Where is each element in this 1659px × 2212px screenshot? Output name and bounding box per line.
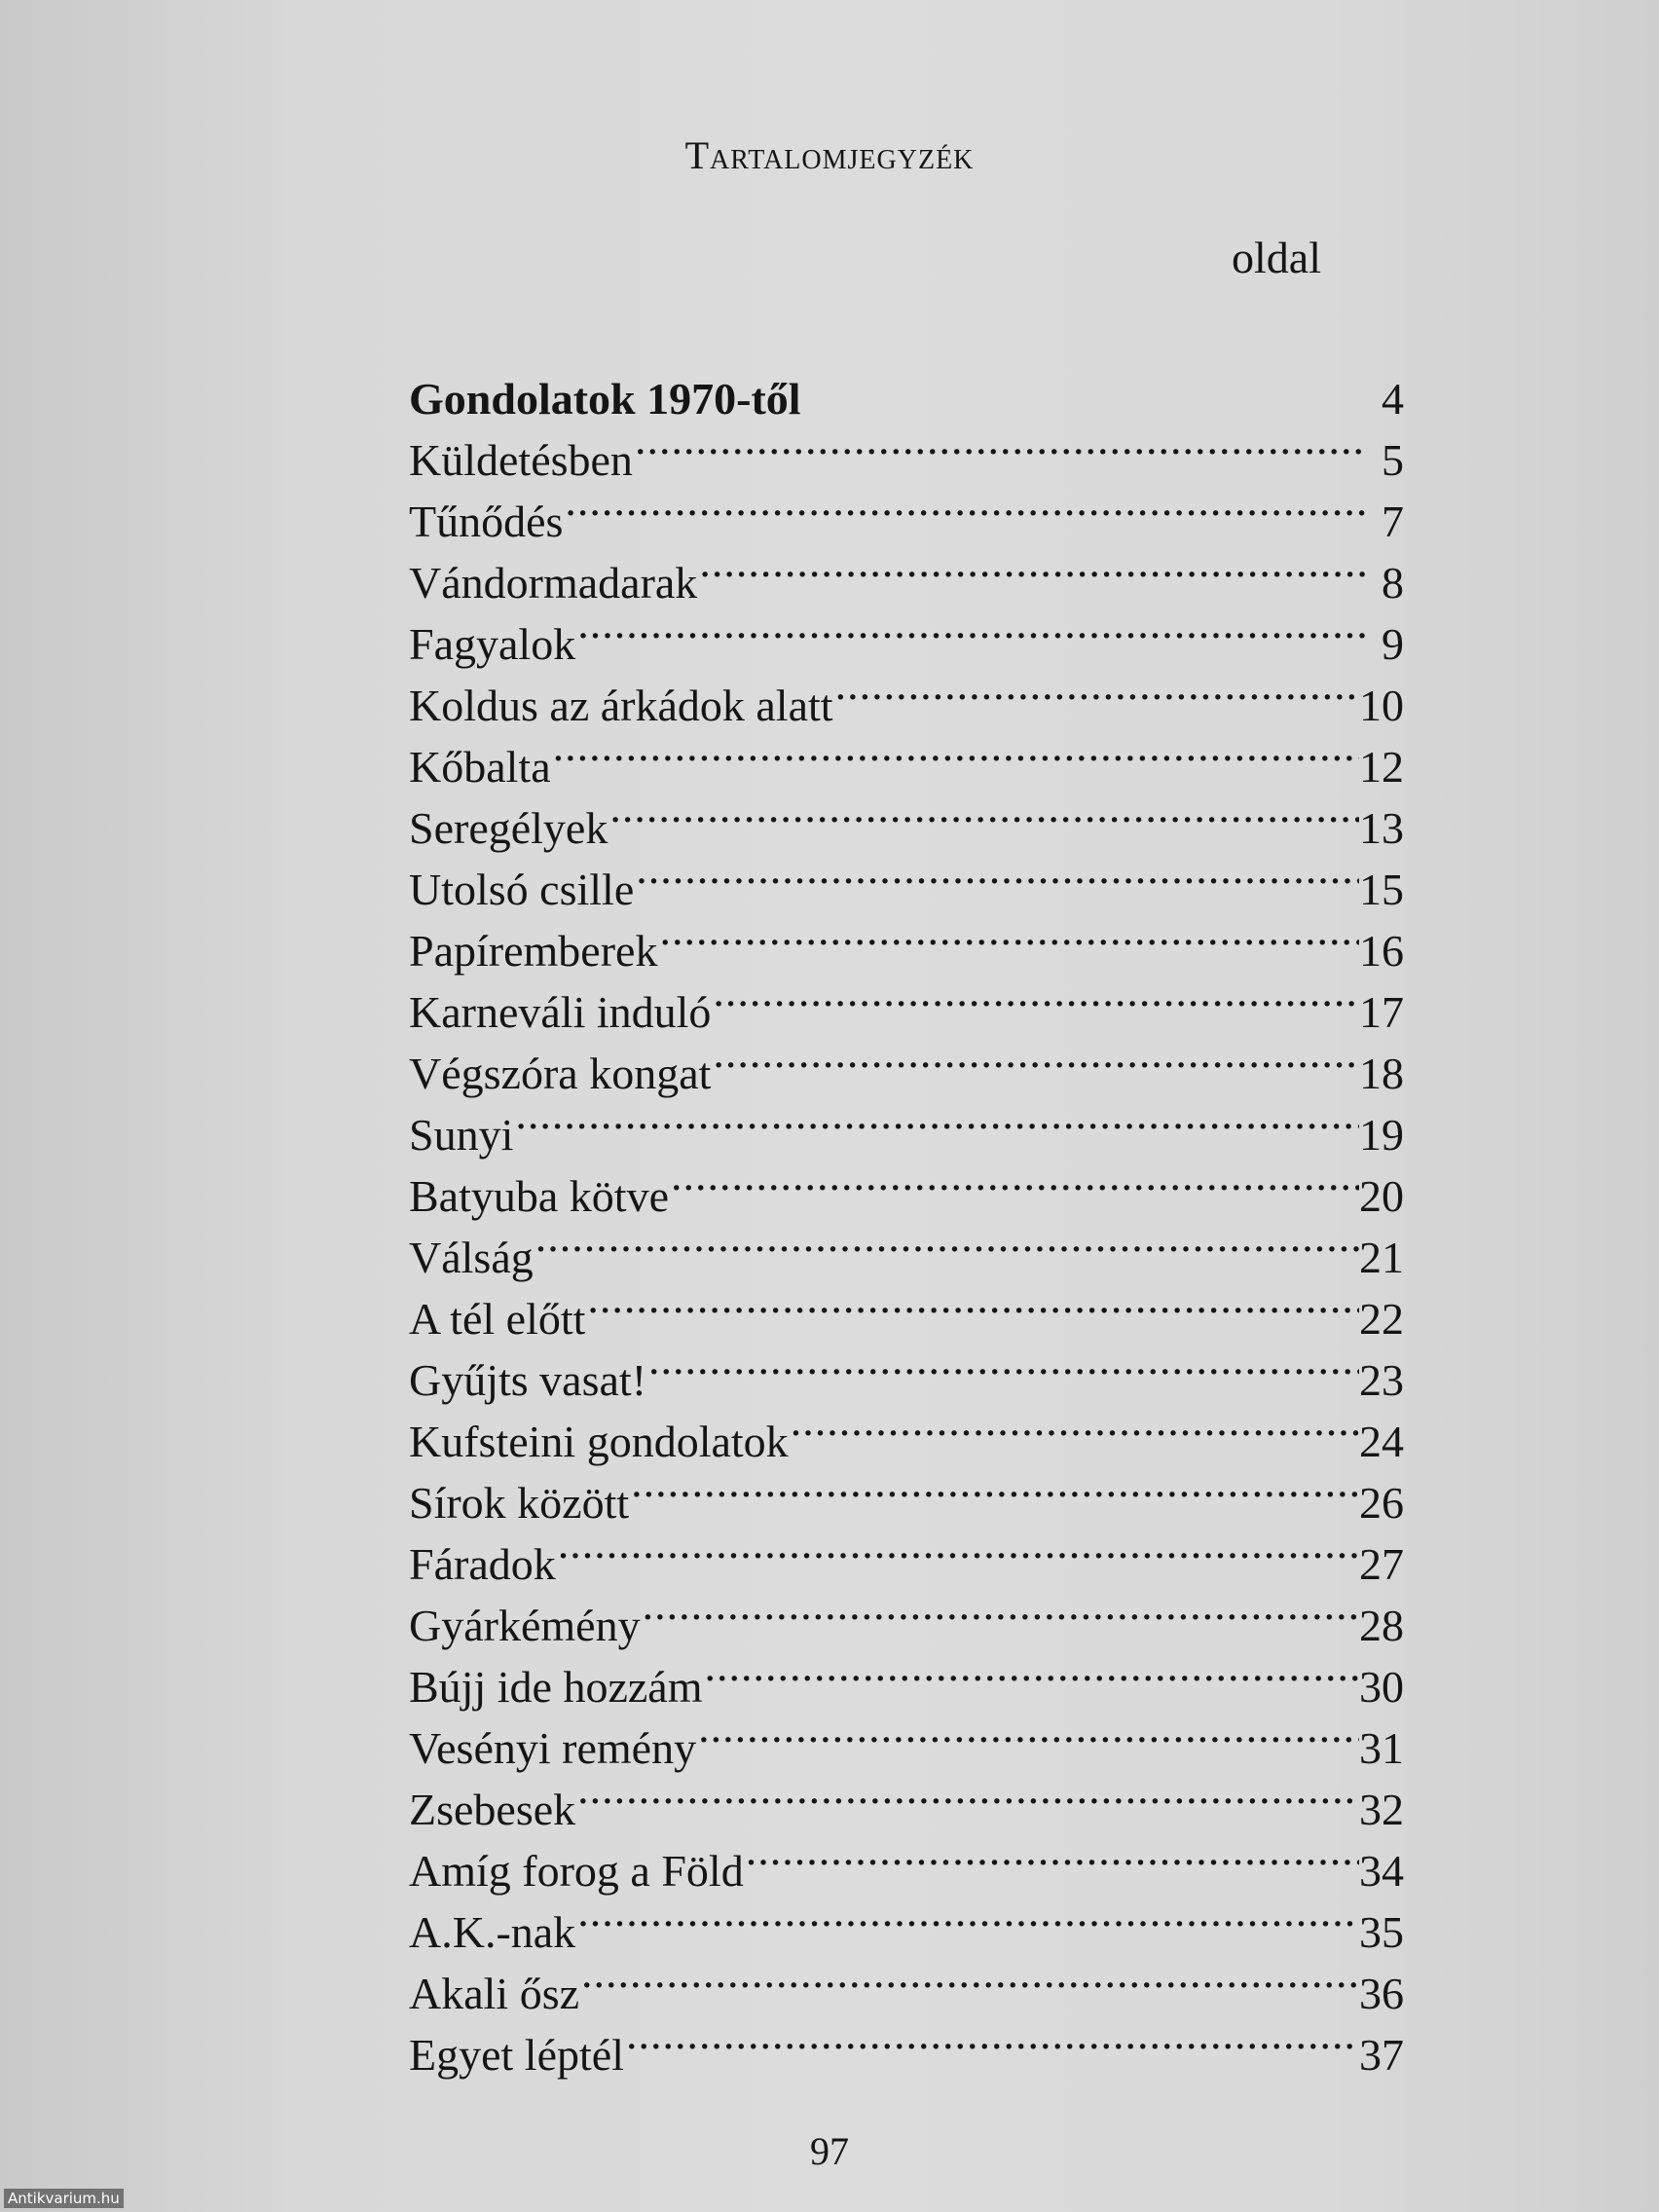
toc-entry-page: 13 xyxy=(1359,803,1404,853)
toc-entry-page: 10 xyxy=(1359,681,1404,730)
toc-entry xyxy=(409,1150,1404,1221)
table-of-contents xyxy=(409,352,1404,2080)
toc-entry-page: 5 xyxy=(1382,435,1404,485)
toc-entry-page: 35 xyxy=(1359,1907,1404,1957)
toc-entry-page: 28 xyxy=(1359,1601,1404,1650)
toc-entry-page: 12 xyxy=(1359,742,1404,792)
toc-entry-title: A.K.-nak xyxy=(409,1907,576,1957)
toc-entry-page: 4 xyxy=(1382,374,1404,424)
page-title: Tartalomjegyzék xyxy=(684,133,975,177)
toc-entry xyxy=(409,720,1404,792)
toc-entry-page: 24 xyxy=(1359,1417,1404,1466)
dot-leader xyxy=(833,659,1359,720)
toc-entry-title: Végszóra kongat xyxy=(409,1049,712,1098)
toc-entry-title: Küldetésben xyxy=(409,435,633,485)
dot-leader xyxy=(579,1947,1359,2009)
toc-entry-title: Utolsó csille xyxy=(409,865,635,914)
toc-entry-page: 15 xyxy=(1359,865,1404,914)
dot-leader xyxy=(556,1518,1359,1579)
toc-entry-title: Fagyalok xyxy=(409,619,576,669)
dot-leader xyxy=(575,598,1365,659)
toc-entry-title: Seregélyek xyxy=(409,803,608,853)
toc-entry-page: 9 xyxy=(1382,619,1404,669)
toc-entry-page: 21 xyxy=(1359,1233,1404,1282)
toc-entry-page: 23 xyxy=(1359,1355,1404,1405)
toc-entry-title: Fáradok xyxy=(409,1539,556,1589)
toc-entry-page: 26 xyxy=(1359,1478,1404,1528)
dot-leader xyxy=(634,843,1359,904)
dot-leader xyxy=(646,1334,1359,1395)
toc-entry xyxy=(409,1579,1404,1650)
toc-entry-title: Sunyi xyxy=(409,1110,514,1160)
dot-leader xyxy=(744,1825,1359,1886)
dot-leader xyxy=(575,1763,1359,1825)
toc-entry-page: 34 xyxy=(1359,1846,1404,1896)
dot-leader xyxy=(641,1579,1359,1641)
dot-leader xyxy=(513,1088,1359,1150)
page-column-label: oldal xyxy=(1232,233,1321,282)
toc-entry-title: Koldus az árkádok alatt xyxy=(409,681,833,730)
toc-entry-title: A tél előtt xyxy=(409,1294,586,1344)
dot-leader xyxy=(669,1150,1359,1211)
dot-leader xyxy=(633,414,1365,475)
dot-leader xyxy=(608,782,1359,843)
toc-entry-title: Sírok között xyxy=(409,1478,630,1528)
toc-entry-page: 20 xyxy=(1359,1171,1404,1221)
dot-leader xyxy=(657,904,1359,966)
toc-entry xyxy=(409,1272,1404,1344)
toc-entry-title: Amíg forog a Föld xyxy=(409,1846,744,1896)
toc-entry-title: Vándormadarak xyxy=(409,558,698,608)
toc-section-heading xyxy=(409,352,1404,424)
dot-leader xyxy=(624,2009,1359,2070)
watermark-logo: Antikvarium.hu xyxy=(4,2189,124,2208)
toc-entry-title: Papíremberek xyxy=(409,926,658,976)
toc-entry-title: Egyet léptél xyxy=(409,2030,624,2080)
dot-leader xyxy=(696,1702,1359,1763)
toc-entry xyxy=(409,782,1404,853)
page-number: 97 xyxy=(810,2129,849,2173)
dot-leader xyxy=(534,1211,1359,1272)
toc-entry-page: 22 xyxy=(1359,1294,1404,1344)
toc-entry-title: Zsebesek xyxy=(409,1785,576,1834)
toc-entry-page: 16 xyxy=(1359,926,1404,976)
toc-entry-page: 18 xyxy=(1359,1049,1404,1098)
dot-leader xyxy=(711,966,1359,1027)
toc-entry-title: Tűnődés xyxy=(409,497,564,546)
toc-entry-title: Karneváli induló xyxy=(409,987,712,1037)
dot-leader xyxy=(563,475,1365,536)
toc-entry-page: 32 xyxy=(1359,1785,1404,1834)
dot-leader xyxy=(575,1886,1359,1947)
dot-leader xyxy=(697,536,1365,598)
dot-leader xyxy=(551,720,1359,782)
toc-entry-title: Kőbalta xyxy=(409,742,551,792)
toc-entry-page: 19 xyxy=(1359,1110,1404,1160)
toc-entry-title: Batyuba kötve xyxy=(409,1171,669,1221)
toc-entry-title: Gondolatok 1970-től xyxy=(409,374,801,424)
toc-entry-title: Kufsteini gondolatok xyxy=(409,1417,789,1466)
toc-entry-title: Gyűjts vasat! xyxy=(409,1355,647,1405)
dot-leader xyxy=(585,1272,1359,1334)
toc-entry xyxy=(409,1211,1404,1282)
toc-entry xyxy=(409,1518,1404,1589)
toc-entry-title: Válság xyxy=(409,1233,534,1282)
toc-entry-page: 31 xyxy=(1359,1723,1404,1773)
toc-entry-page: 7 xyxy=(1382,497,1404,546)
toc-entry-page: 36 xyxy=(1359,1969,1404,2018)
dot-leader xyxy=(702,1641,1359,1702)
toc-entry-page: 30 xyxy=(1359,1662,1404,1712)
toc-entry-title: Akali ősz xyxy=(409,1969,580,2018)
dot-leader xyxy=(789,1395,1359,1456)
toc-entry-title: Vesényi remény xyxy=(409,1723,697,1773)
dot-leader xyxy=(711,1027,1359,1088)
toc-entry-title: Gyárkémény xyxy=(409,1601,641,1650)
dot-leader xyxy=(801,352,1365,414)
toc-entry-title: Bújj ide hozzám xyxy=(409,1662,703,1712)
toc-entry-page: 17 xyxy=(1359,987,1404,1037)
toc-entry-page: 27 xyxy=(1359,1539,1404,1589)
dot-leader xyxy=(629,1456,1359,1518)
toc-entry-page: 37 xyxy=(1359,2030,1404,2080)
toc-entry-page: 8 xyxy=(1382,558,1404,608)
toc-entry xyxy=(409,1088,1404,1160)
